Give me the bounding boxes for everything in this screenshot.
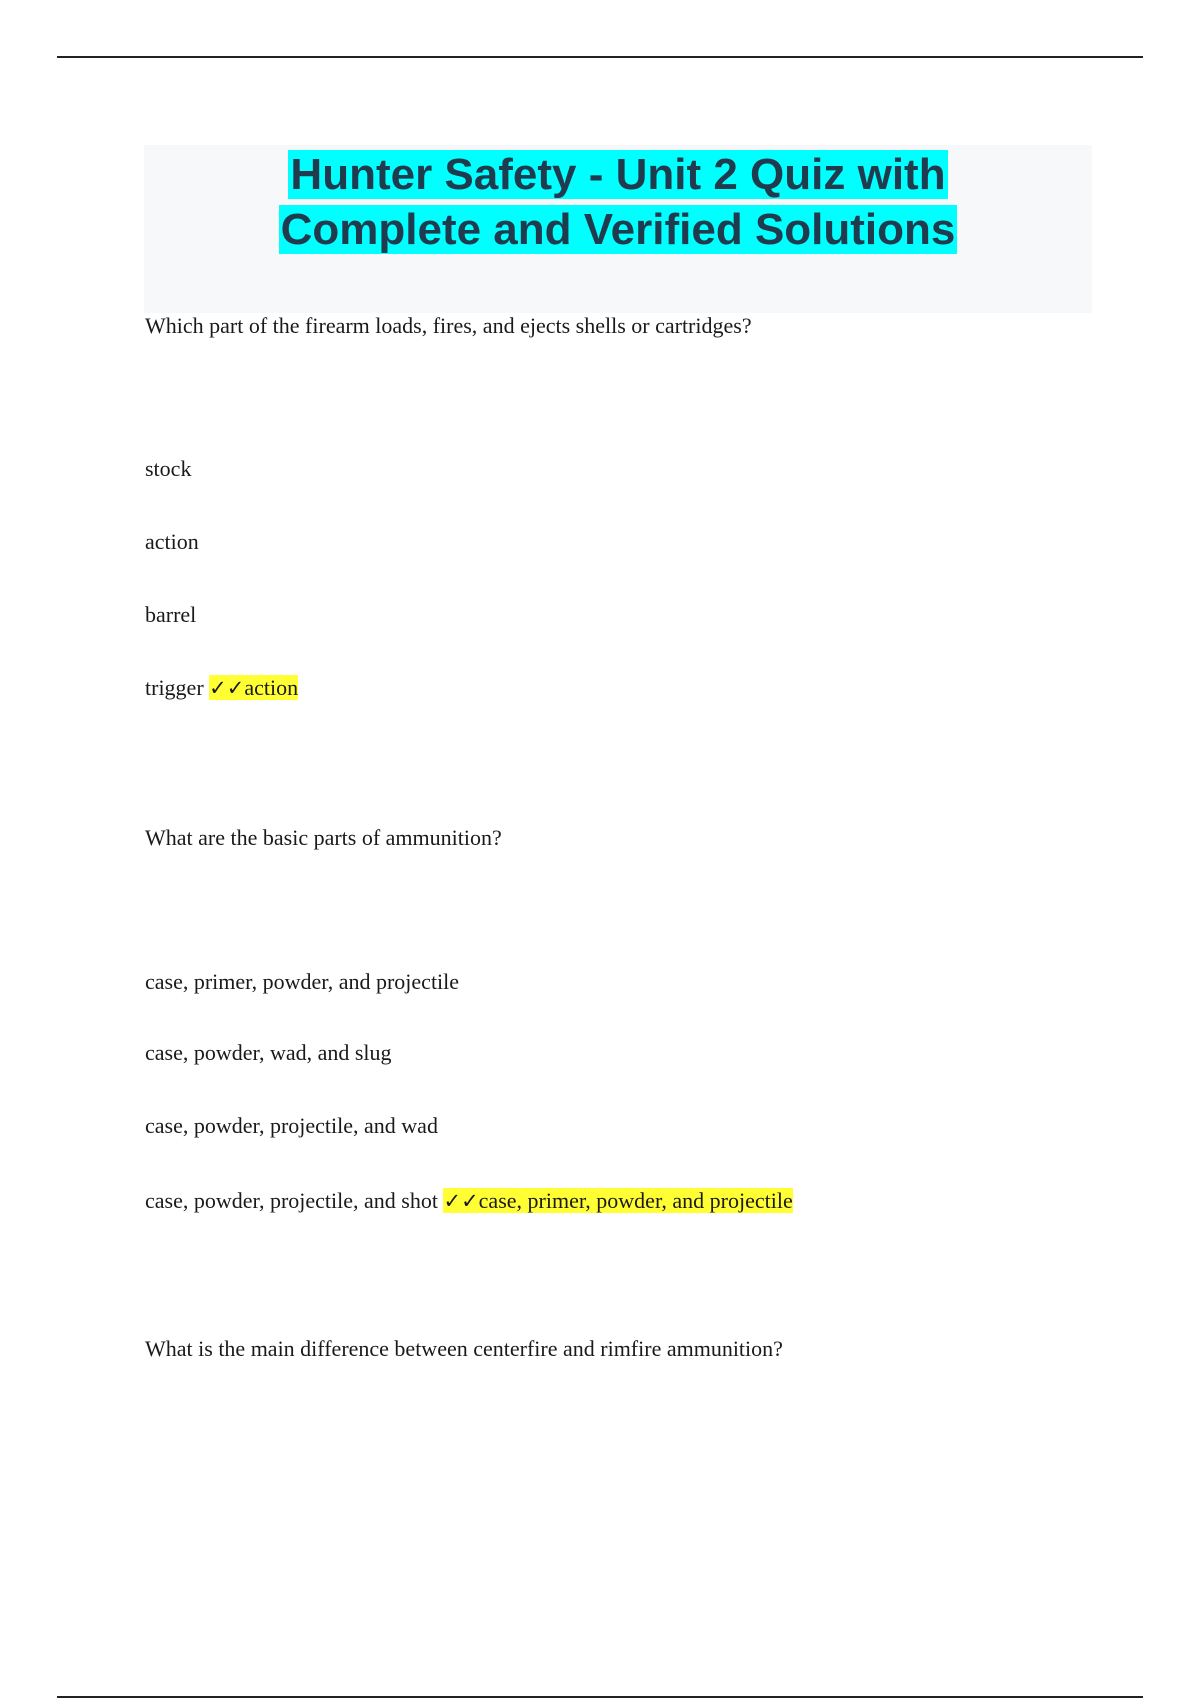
question-1-last-option-row — [145, 675, 298, 701]
question-1-option-1: stock — [145, 456, 192, 481]
document-title-line-2: Complete and Verified Solutions — [280, 205, 956, 254]
question-1-answer-highlight — [209, 675, 298, 700]
question-2-option-3: case, powder, projectile, and wad — [145, 1113, 438, 1138]
question-1-option-4: trigger — [145, 675, 204, 700]
question-1-option-2: action — [145, 529, 199, 554]
check-mark-icon: ✓✓ — [209, 676, 245, 700]
question-2-option-4: case, powder, projectile, and shot — [145, 1188, 438, 1213]
question-2-text: What are the basic parts of ammunition? — [145, 825, 502, 850]
top-rule — [57, 56, 1143, 58]
question-2-option-1: case, primer, powder, and projectile — [145, 969, 460, 994]
question-2-last-option-row — [145, 1188, 793, 1214]
question-2-answer: case, primer, powder, and projectile — [478, 1188, 793, 1213]
document-title-line-1: Hunter Safety - Unit 2 Quiz with — [290, 150, 946, 199]
question-2-answer-highlight — [443, 1188, 792, 1213]
bottom-rule — [57, 1696, 1143, 1698]
question-1-option-3: barrel — [145, 602, 197, 627]
question-1-text: Which part of the firearm loads, fires, and ejects shells or cartridges? — [145, 313, 752, 338]
title-block — [144, 145, 1092, 313]
check-mark-icon: ✓✓ — [443, 1189, 479, 1213]
question-1-answer: action — [244, 675, 299, 700]
question-2-option-2: case, powder, wad, and slug — [145, 1040, 392, 1065]
question-3-text: What is the main difference between centerfire and rimfire ammunition? — [145, 1336, 783, 1361]
